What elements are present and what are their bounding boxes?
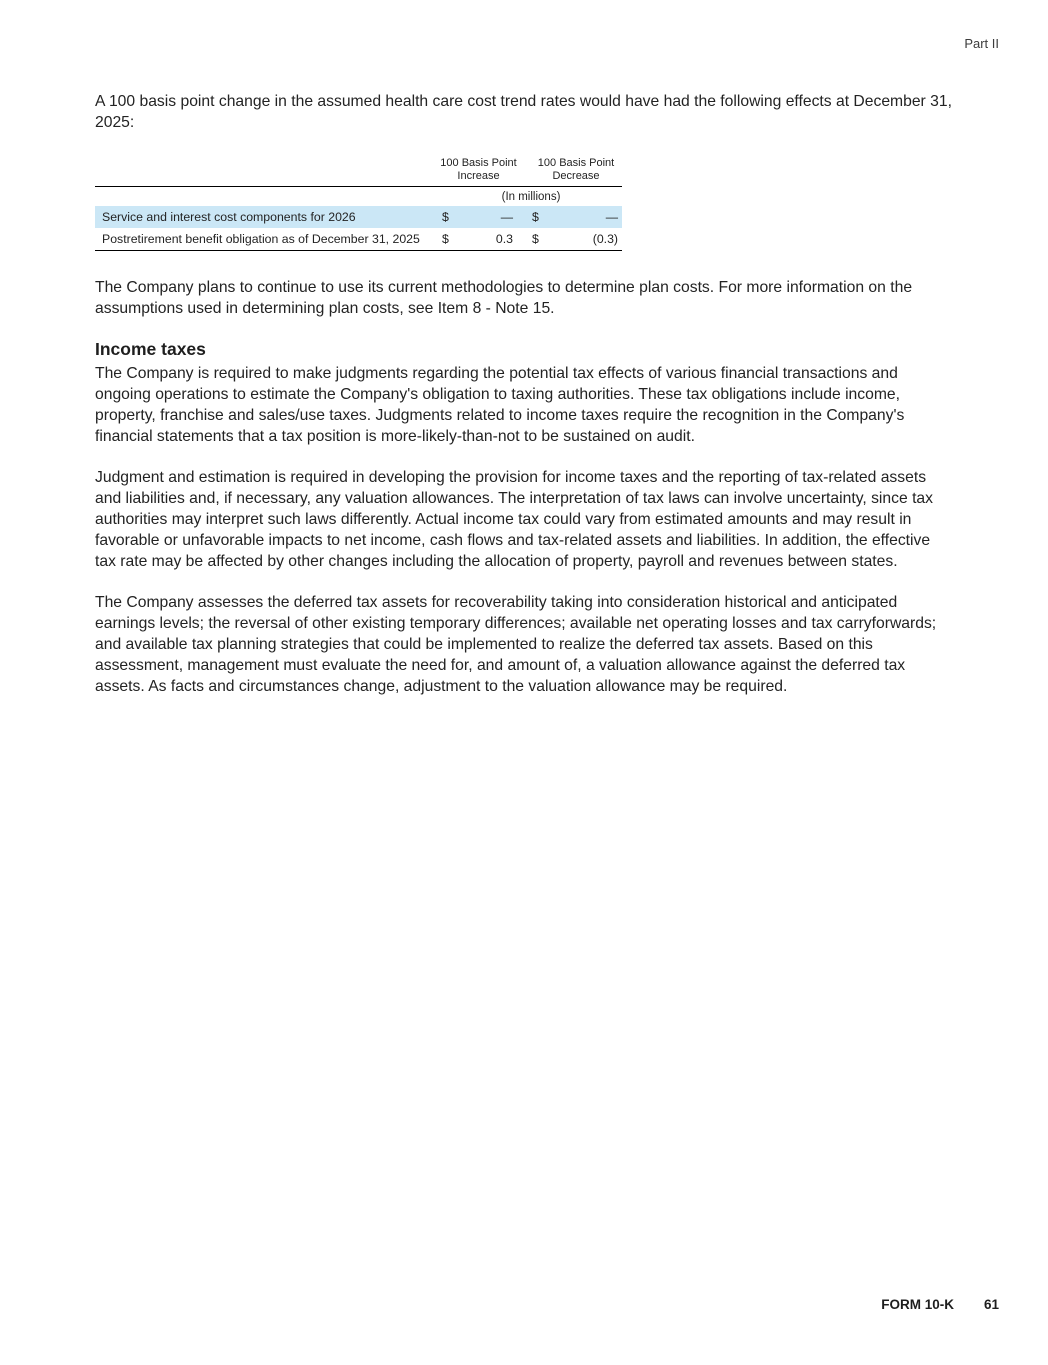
part-label: Part II [964,36,999,51]
currency-sign: $ [440,206,457,228]
decrease-value: — [547,206,622,228]
document-body [95,91,953,717]
row-label: Service and interest cost components for 2026 [95,206,440,228]
currency-sign: $ [530,228,547,251]
table-header-row [95,157,622,187]
page-number: 61 [983,1297,999,1312]
units-note: (In millions) [501,191,561,203]
col-header-increase: 100 Basis Point Increase [440,157,517,187]
intro-paragraph: A 100 basis point change in the assumed health care cost trend rates would have had the following effects at December 31, 2025: [95,93,952,131]
plan-costs-paragraph: The Company plans to continue to use its current methodologies to determine plan costs. For more information on the assumptions used in determining plan costs, see Item 8 - Note 15. [95,279,913,317]
table-row [95,206,622,228]
col-header-decrease: 100 Basis Point Decrease [530,157,622,187]
form-label: FORM 10-K [881,1297,954,1312]
increase-value: — [457,206,517,228]
decrease-value: (0.3) [547,228,622,251]
page-footer [881,1297,999,1312]
income-taxes-paragraph-1: The Company is required to make judgments regarding the potential tax effects of various financial transactions and ongoing operations to estimate the Company's obligation to taxing authorities. These tax obligations include income, property, franchise and sales/use taxes. Judgments related to income taxes require the recognition in the Company's financial statements that a tax position is more-likely-than-not to be sustained on audit. [95,365,905,445]
income-taxes-paragraph-3: The Company assesses the deferred tax assets for recoverability taking into consideration historical and anticipated earnings levels; the reversal of other existing temporary differences; available net operating losses and tax carryforwards; and available tax planning strategies that could be implemented to realize the deferred tax assets. Based on this assessment, management must evaluate the need for, and amount of, a valuation allowance against the deferred tax assets. As facts and circumstances change, adjustment to the valuation allowance may be required. [95,594,937,695]
health-care-trend-table [95,157,622,251]
income-taxes-heading: Income taxes [95,339,206,359]
currency-sign: $ [530,206,547,228]
table-row [95,228,622,251]
increase-value: 0.3 [457,228,517,251]
currency-sign: $ [440,228,457,251]
row-label: Postretirement benefit obligation as of December 31, 2025 [95,228,440,251]
income-taxes-paragraph-2: Judgment and estimation is required in developing the provision for income taxes and the reporting of tax-related assets and liabilities and, if necessary, any valuation allowances. The interpretation of tax laws can involve uncertainty, since tax authorities may interpret such laws differently. Actual income tax could vary from estimated amounts and may result in favorable or unfavorable impacts to net income, cash flows and tax-related assets and liabilities. In addition, the effective tax rate may be affected by other changes including the allocation of property, payroll and revenues between states. [95,469,933,570]
table-units-row [95,187,622,207]
